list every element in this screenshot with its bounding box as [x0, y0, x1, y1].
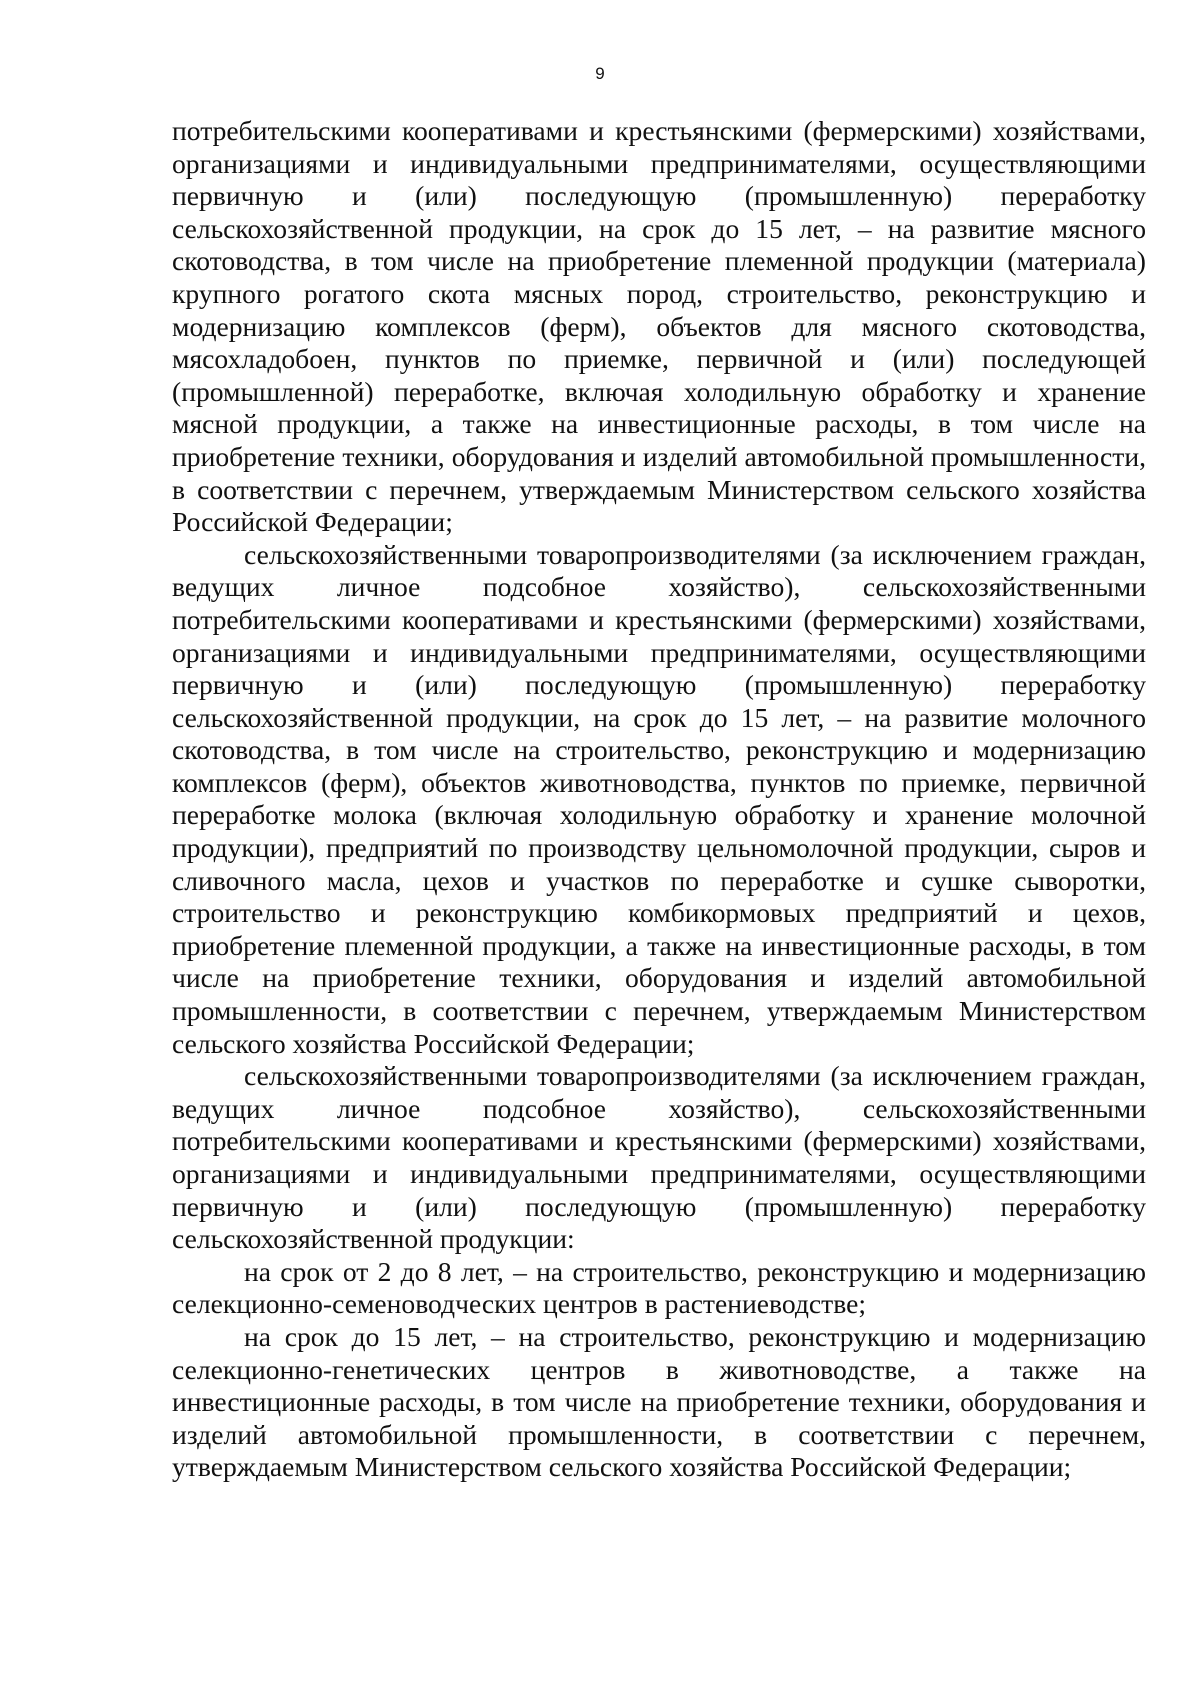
paragraph-seed-centers: на срок от 2 до 8 лет, – на строительство, реконструкцию и модернизацию селекционно-семеноводческих центров в растениеводстве; [172, 1255, 1146, 1320]
document-body [172, 115, 1146, 1484]
paragraph-producers-intro: сельскохозяйственными товаропроизводителями (за исключением граждан, ведущих личное подсобное хозяйство), сельскохозяйственными потребительскими кооперативами и крестьянскими (фермерскими) хозяйствами, организациями и индивидуальными предпринимателями, осуществляющими первичную и (или) последующую (промышленную) переработку сельскохозяйственной продукции: [172, 1060, 1146, 1255]
page-number: 9 [595, 64, 605, 83]
paragraph-genetic-centers: на срок до 15 лет, – на строительство, реконструкцию и модернизацию селекционно-генетических центров в животноводстве, а также на инвестиционные расходы, в том числе на приобретение техники, оборудования и изделий автомобильной промышленности, в соответствии с перечнем, утверждаемым Министерством сельского хозяйства Российской Федерации; [172, 1320, 1146, 1483]
paragraph-dairy-livestock: сельскохозяйственными товаропроизводителями (за исключением граждан, ведущих личное подсобное хозяйство), сельскохозяйственными потребительскими кооперативами и крестьянскими (фермерскими) хозяйствами, организациями и индивидуальными предпринимателями, осуществляющими первичную и (или) последующую (промышленную) переработку сельскохозяйственной продукции, на срок до 15 лет, – на развитие молочного скотоводства, в том числе на строительство, реконструкцию и модернизацию комплексов (ферм), объектов животноводства, пунктов по приемке, первичной переработке молока (включая холодильную обработку и хранение молочной продукции), предприятий по производству цельномолочной продукции, сыров и сливочного масла, цехов и участков по переработке и сушке сыворотки, строительство и реконструкцию комбикормовых предприятий и цехов, приобретение племенной продукции, а также на инвестиционные расходы, в том числе на приобретение техники, оборудования и изделий автомобильной промышленности, в соответствии с перечнем, утверждаемым Министерством сельского хозяйства Российской Федерации; [172, 538, 1146, 1059]
paragraph-meat-livestock: потребительскими кооперативами и крестьянскими (фермерскими) хозяйствами, организациями и индивидуальными предпринимателями, осуществляющими первичную и (или) последующую (промышленную) переработку сельскохозяйственной продукции, на срок до 15 лет, – на развитие мясного скотоводства, в том числе на приобретение племенной продукции (материала) крупного рогатого скота мясных пород, строительство, реконструкцию и модернизацию комплексов (ферм), объектов для мясного скотоводства, мясохладобоен, пунктов по приемке, первичной и (или) последующей (промышленной) переработке, включая холодильную обработку и хранение мясной продукции, а также на инвестиционные расходы, в том числе на приобретение техники, оборудования и изделий автомобильной промышленности, в соответствии с перечнем, утверждаемым Министерством сельского хозяйства Российской Федерации; [172, 115, 1146, 538]
